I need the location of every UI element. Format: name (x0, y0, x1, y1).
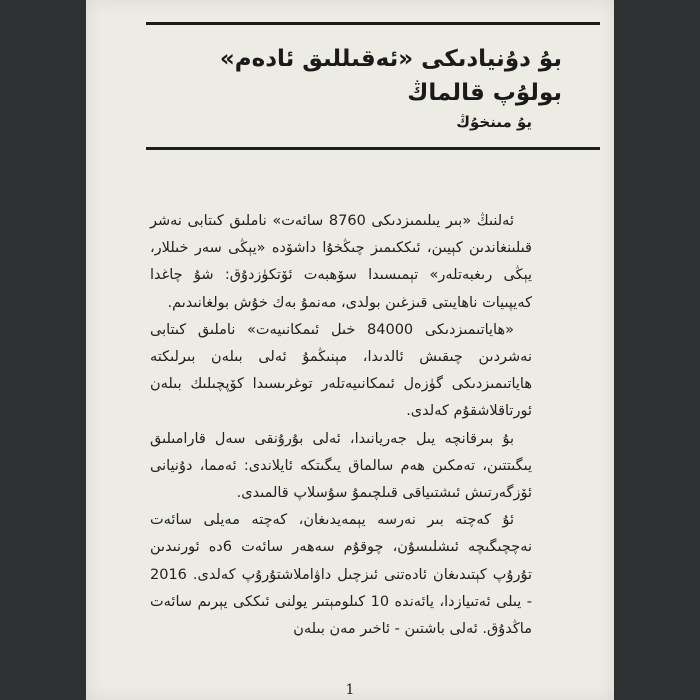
page-number: 1 (345, 682, 355, 698)
paragraph-1: ئەلنىڭ «بىر يىلىمىزدىكى 8760 سائەت» ناملىق كىتابى نەشر قىلىنغاندىن كېيىن، ئىككىمىز چىڭخۇا داشۆدە «يېڭى سەر خىللار، يېڭى رىغبەتلەر» تېمىسىدا سۆھبەت ئۆتكۈزدۇق: شۇ چاغدا كەيپىيات ناھايىتى قىزغىن بولدى، مەنمۇ بەك خۇش بولغانىدىم. (150, 213, 532, 311)
book-page (86, 0, 614, 700)
paragraph-4: ئۇ كەچتە بىر نەرسە يېمەيدىغان، كەچتە مەيلى سائەت نەچچىگىچە ئىشلىسۇن، چوقۇم سەھەر سائەت 6دە ئورنىدىن تۇرۇپ كېتىدىغان ئادەتنى ئىزچىل داۋاملاشتۇرۇپ كەلدى. 2016 - يىلى ئەتىيازدا، يائەندە 10 كىلومېتىر يولنى ئىككى يېرىم سائەت ماڭدۇق. ئەلى باشتىن - ئاخىر مەن بىلەن (150, 512, 532, 638)
article-title (142, 42, 562, 110)
paragraph-3: بۇ بىرقانچە يىل جەريانىدا، ئەلى بۇرۇنقى سەل قارامىلىق يىگىتتىن، تەمكىن ھەم سالماق يىگىتكە ئايلاندى: ئەمما، دۇنيانى ئۆزگەرتىش ئىشتىياقى قىلچىمۇ سۇسلاپ قالمىدى. (150, 430, 532, 502)
title-line-1: بۇ دۇنيادىكى «ئەقىللىق ئادەم» (219, 46, 562, 72)
title-line-2: بولۇپ قالماڭ (407, 80, 562, 106)
author-name: يۇ مىنخۇڭ (456, 113, 532, 131)
bottom-rule (146, 147, 600, 150)
article-body (150, 208, 532, 643)
top-rule (146, 22, 600, 25)
paragraph-2: «ھاياتىمىزدىكى 84000 خىل ئىمكانىيەت» ناملىق كىتابى نەشردىن چىقىش ئالدىدا، مېنىڭمۇ ئەلى بىلەن بىرلىكتە ھاياتىمىزدىكى گۈزەل ئىمكانىيەتلەر توغرىسىدا كۆپچىلىك بىلەن ئورتاقلاشقۇم كەلدى. (150, 321, 532, 420)
